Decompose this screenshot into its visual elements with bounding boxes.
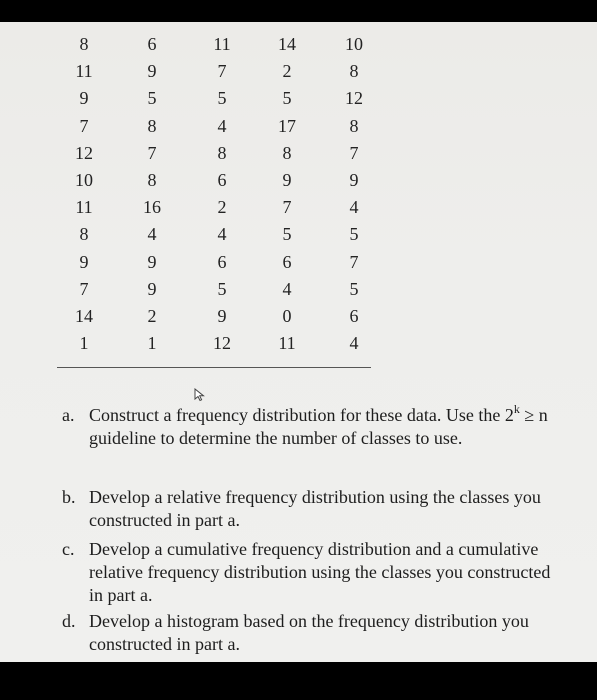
question-label: d. [62, 611, 76, 631]
table-cell: 6 [217, 170, 227, 190]
table-cell: 1 [79, 333, 89, 354]
table-cell: 11 [278, 333, 296, 354]
table-cell: 9 [349, 170, 359, 190]
table-bottom-rule [57, 367, 371, 368]
table-cell: 4 [217, 115, 227, 136]
table-cell: 8 [349, 61, 359, 82]
table-cell: 2 [217, 197, 227, 218]
table-cell: 4 [217, 224, 227, 245]
question-text: Construct a frequency distribution for these data. Use the $2^k \ge n$ guideline to determine the number of classes to use. [89, 402, 548, 448]
table-cell: 6 [349, 306, 359, 326]
table-cell: 9 [79, 251, 89, 272]
question-a [62, 404, 562, 474]
table-cell: 8 [282, 142, 292, 163]
table-cell: 4 [349, 197, 359, 218]
table-cell: 8 [349, 115, 359, 136]
table-cell: 7 [349, 251, 359, 272]
table-cell: 8 [147, 115, 157, 136]
table-cell: 8 [147, 170, 157, 190]
table-cell: 4 [147, 224, 157, 245]
table-cell: 2 [282, 61, 292, 82]
table-cell: 8 [217, 142, 227, 163]
table-cell: 11 [213, 34, 231, 54]
table-cell: 7 [147, 142, 157, 163]
question-label: b. [62, 487, 76, 507]
table-cell: 5 [349, 224, 359, 245]
question-label: a. [62, 405, 75, 425]
top-black-bar [0, 0, 597, 22]
table-cell: 10 [75, 170, 93, 190]
table-cell: 8 [79, 224, 89, 245]
table-cell: 4 [349, 333, 359, 354]
table-cell: 11 [75, 61, 93, 82]
table-cell: 16 [143, 197, 161, 218]
table-cell: 5 [282, 224, 292, 245]
table-cell: 6 [147, 34, 157, 54]
table-cell: 14 [278, 34, 296, 54]
table-cell: 0 [282, 306, 292, 326]
table-cell: 12 [75, 142, 93, 163]
table-cell: 12 [345, 88, 363, 109]
table-cell: 7 [217, 61, 227, 82]
table-cell: 10 [345, 34, 363, 54]
table-cell: 5 [217, 88, 227, 109]
table-cell: 9 [217, 306, 227, 326]
mouse-cursor-icon [193, 388, 207, 402]
table-cell: 4 [282, 278, 292, 299]
table-cell: 7 [79, 278, 89, 299]
question-text: Develop a relative frequency distribution using the classes you constructed in part a. [89, 487, 541, 530]
table-cell: 6 [282, 251, 292, 272]
table-cell: 7 [79, 115, 89, 136]
table-cell: 9 [147, 61, 157, 82]
table-cell: 9 [79, 88, 89, 109]
question-label: c. [62, 539, 75, 559]
table-cell: 5 [147, 88, 157, 109]
table-cell: 9 [282, 170, 292, 190]
table-cell: 7 [282, 197, 292, 218]
table-cell: 5 [217, 278, 227, 299]
question-c [62, 538, 562, 608]
table-cell: 6 [217, 251, 227, 272]
table-cell: 17 [278, 115, 296, 136]
bottom-black-bar [0, 662, 597, 700]
table-cell: 9 [147, 251, 157, 272]
table-cell: 11 [75, 197, 93, 218]
table-cell: 12 [213, 333, 231, 354]
table-cell: 5 [349, 278, 359, 299]
question-d [62, 610, 562, 656]
table-cell: 9 [147, 278, 157, 299]
question-text: Develop a cumulative frequency distribution and a cumulative relative frequency distribution using the classes you constructed in part a. [89, 539, 551, 605]
table-cell: 7 [349, 142, 359, 163]
table-cell: 8 [79, 34, 89, 54]
table-cell: 1 [147, 333, 157, 354]
table-cell: 2 [147, 306, 157, 326]
question-text: Develop a histogram based on the frequency distribution you constructed in part a. [89, 611, 529, 654]
question-b [62, 486, 562, 532]
table-cell: 14 [75, 306, 93, 326]
table-cell: 5 [282, 88, 292, 109]
